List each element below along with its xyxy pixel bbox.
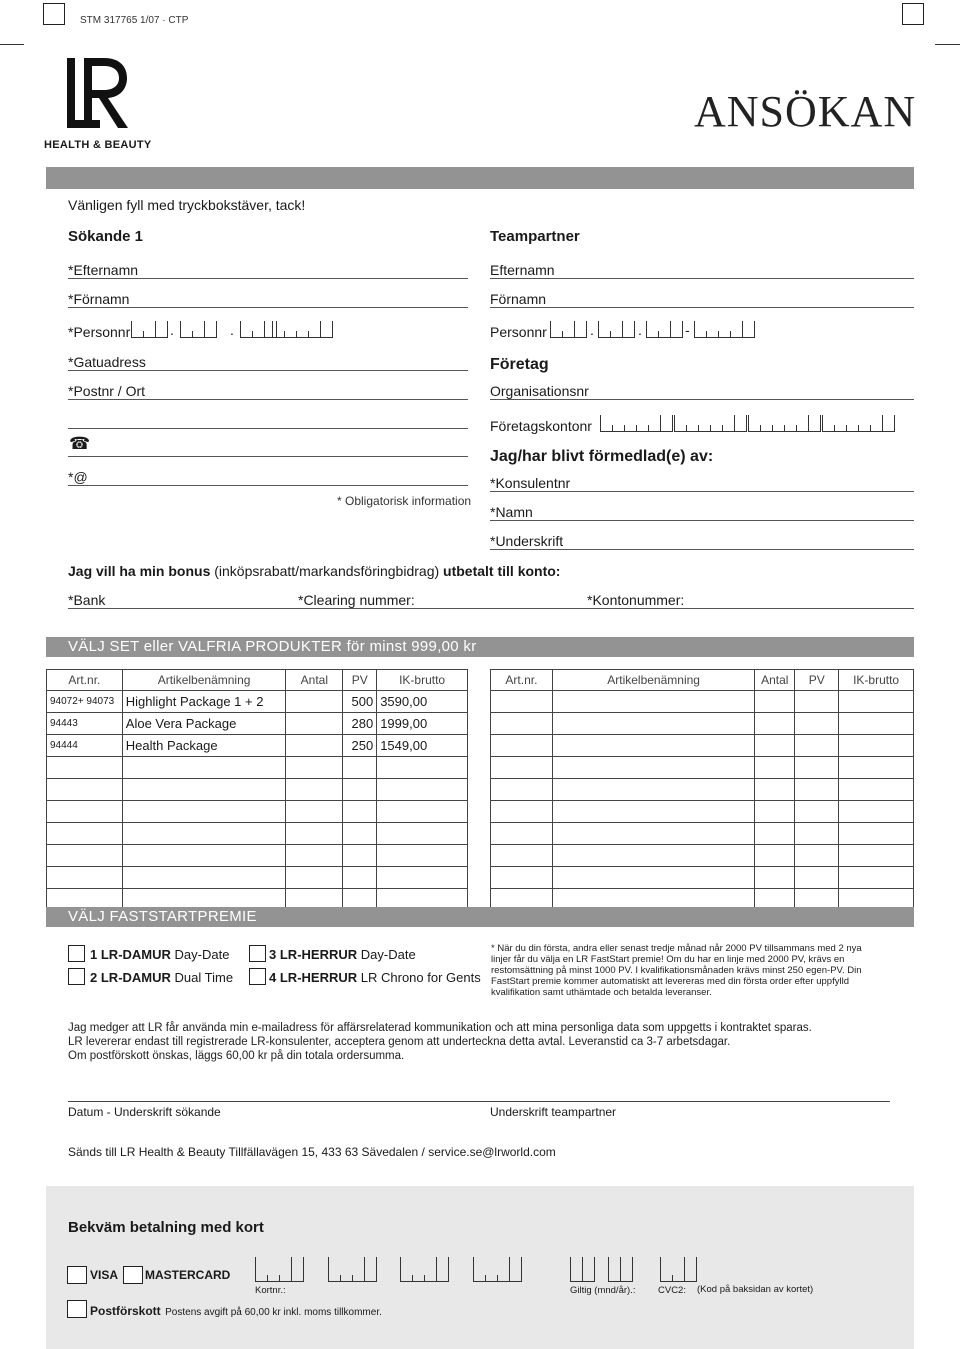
card-valid-label: Giltig (mnd/år).: <box>570 1285 636 1296</box>
faststart-checkbox-2[interactable] <box>68 968 85 985</box>
empty-row[interactable] <box>47 845 468 867</box>
empty-row[interactable] <box>47 779 468 801</box>
applicant-personnr-month[interactable] <box>180 318 217 338</box>
crop-mark-top-left <box>43 3 65 25</box>
applicant-postal-label: *Postnr / Ort <box>68 383 146 399</box>
partner-last-name-label: Efternamn <box>490 262 555 278</box>
payment-heading: Bekväm betalning med kort <box>68 1219 264 1236</box>
company-account-group-3[interactable] <box>748 412 821 432</box>
empty-row[interactable] <box>491 735 914 757</box>
faststart-option-2 <box>90 970 233 985</box>
row-pv: 500 <box>343 691 377 713</box>
applicant-postal-field[interactable] <box>68 383 468 400</box>
col-header-pv: PV <box>795 670 839 691</box>
partner-personnr-dot-1: . <box>590 322 594 338</box>
partner-personnr-dash: - <box>685 322 690 338</box>
partner-last-name-field[interactable] <box>490 262 914 279</box>
bonus-lead: Jag vill ha min bonus <box>68 563 211 579</box>
applicant-street-field[interactable] <box>68 354 468 371</box>
option-rest: LR Chrono for Gents <box>360 970 481 985</box>
row-name: Health Package <box>122 735 286 757</box>
applicant-phone-field[interactable] <box>68 440 468 457</box>
partner-personnr-year[interactable] <box>550 318 587 338</box>
footnote-line: restomsättning på minst 1000 PV. I kvalifikationsmånaden krävs minst 250 egen-PV. Din <box>491 965 862 976</box>
referrer-signature-field[interactable] <box>490 533 914 550</box>
page-title: ANSÖKAN <box>694 87 917 136</box>
applicant-first-name-label: *Förnamn <box>68 291 130 307</box>
option-bold: LR-HERRUR <box>279 947 358 962</box>
applicant-first-name-field[interactable] <box>68 291 468 308</box>
row-art: 94443 <box>47 713 123 735</box>
option-num: 3 <box>269 947 277 962</box>
consent-line: LR levererar endast till registrerade LR-konsulenter, acceptera genom att underteckna detta avtal. Leveranstid ca 3-7 arbetsdagar. <box>68 1036 731 1048</box>
cod-rest: Postens avgift på 60,00 kr inkl. moms tillkommer. <box>165 1307 382 1318</box>
card-cvc[interactable] <box>660 1254 697 1282</box>
mastercard-label: MASTERCARD <box>145 1268 231 1282</box>
option-num: 4 <box>269 970 277 985</box>
faststart-option-4 <box>269 970 481 985</box>
referrer-consultant-label: *Konsulentnr <box>490 475 571 491</box>
applicant-last-name-field[interactable] <box>68 262 468 279</box>
card-number-group-1[interactable] <box>255 1254 304 1282</box>
row-qty[interactable] <box>286 735 343 757</box>
company-account-group-2[interactable] <box>674 412 747 432</box>
company-org-field[interactable] <box>490 383 914 400</box>
visa-checkbox[interactable] <box>67 1266 87 1284</box>
card-cvc-hint: (Kod på baksidan av kortet) <box>697 1284 814 1295</box>
applicant-heading: Sökande 1 <box>68 228 144 245</box>
row-art: 94444 <box>47 735 123 757</box>
cod-checkbox[interactable] <box>67 1300 87 1318</box>
empty-row[interactable] <box>47 823 468 845</box>
table-row <box>47 735 468 757</box>
consent-text <box>68 1021 812 1063</box>
faststart-title: VÄLJ FASTSTARTPREMIE <box>46 907 914 927</box>
option-rest: Day-Date <box>360 947 416 962</box>
applicant-personnr-dot-2: . <box>230 322 234 338</box>
empty-row[interactable] <box>491 757 914 779</box>
empty-row[interactable] <box>491 845 914 867</box>
brand-subtitle: HEALTH & BEAUTY <box>44 139 152 151</box>
table-row <box>47 713 468 735</box>
card-number-group-3[interactable] <box>400 1254 449 1282</box>
row-price: 3590,00 <box>377 691 468 713</box>
signature-partner-label: Underskrift teampartner <box>490 1105 617 1119</box>
col-header-price: IK-brutto <box>377 670 468 691</box>
applicant-personnr-dot-1: . <box>170 322 174 338</box>
row-qty[interactable] <box>286 713 343 735</box>
empty-row[interactable] <box>491 823 914 845</box>
table-header-row <box>491 670 914 691</box>
bank-label: *Bank <box>68 592 106 608</box>
crop-line-left <box>0 44 24 45</box>
card-number-group-2[interactable] <box>328 1254 377 1282</box>
empty-row[interactable] <box>491 691 914 713</box>
footnote-line: linjer får du välja en LR FastStart premie! Om du har en linje med 2000 PV, krävs en <box>491 954 845 965</box>
faststart-option-1 <box>90 947 229 962</box>
option-bold: LR-HERRUR <box>279 970 358 985</box>
applicant-street-label: *Gatuadress <box>68 354 146 370</box>
row-qty[interactable] <box>286 691 343 713</box>
products-title: VÄLJ SET eller VALFRIA PRODUKTER för minst 999,00 kr <box>46 637 914 657</box>
mastercard-checkbox[interactable] <box>123 1266 143 1284</box>
account-number-label: *Kontonummer: <box>587 592 685 608</box>
doc-code: STM 317765 1/07 · CTP <box>80 15 189 26</box>
col-header-qty: Antal <box>286 670 343 691</box>
cod-text <box>90 1302 382 1320</box>
col-header-price: IK-brutto <box>839 670 914 691</box>
company-account-label: Företagskontonr <box>490 418 592 434</box>
partner-first-name-field[interactable] <box>490 291 914 308</box>
col-header-name: Artikelbenämning <box>122 670 286 691</box>
option-num: 1 <box>90 947 98 962</box>
cod-bold: Postförskott <box>90 1304 161 1318</box>
partner-first-name-label: Förnamn <box>490 291 547 307</box>
faststart-footnote <box>491 943 911 998</box>
referrer-name-field[interactable] <box>490 504 914 521</box>
referrer-consultant-field[interactable] <box>490 475 914 492</box>
option-num: 2 <box>90 970 98 985</box>
partner-heading: Teampartner <box>490 228 580 245</box>
row-pv: 250 <box>343 735 377 757</box>
empty-row[interactable] <box>491 867 914 889</box>
applicant-personnr-suffix[interactable] <box>272 318 333 338</box>
crop-mark-top-right <box>902 3 924 25</box>
empty-row[interactable] <box>491 801 914 823</box>
footnote-line: kvalifikation samt uthämtade och betalda leveranser. <box>491 987 712 998</box>
faststart-option-3 <box>269 947 416 962</box>
clearing-label: *Clearing nummer: <box>298 592 415 608</box>
empty-row[interactable] <box>491 779 914 801</box>
applicant-email-field[interactable] <box>68 469 468 486</box>
empty-row[interactable] <box>47 867 468 889</box>
applicant-last-name-label: *Efternamn <box>68 262 139 278</box>
send-to-address: Sänds till LR Health & Beauty Tillfällavägen 15, 433 63 Sävedalen / service.se@lrworld.com <box>68 1145 556 1159</box>
company-account-group-4[interactable] <box>822 412 895 432</box>
row-pv: 280 <box>343 713 377 735</box>
card-cvc-label: CVC2: <box>658 1285 686 1296</box>
signature-line[interactable] <box>68 1101 890 1102</box>
footnote-line: FastStart premie kommer automatiskt att levereras med din första order efter uppfylld <box>491 976 849 987</box>
empty-row[interactable] <box>491 713 914 735</box>
consent-line: Jag medger att LR får använda min e-mailadress för affärsrelaterad kommunikation och att mina personliga data som uppgetts i kontraktet sparas. <box>68 1022 812 1034</box>
bonus-statement <box>68 563 560 579</box>
products-table-left <box>46 669 468 911</box>
bonus-tail: utbetalt till konto: <box>443 563 561 579</box>
col-header-qty: Antal <box>755 670 795 691</box>
footnote-line: * När du din första, andra eller senast tredje månad når 2000 PV tillsammans med 2 nya <box>491 943 862 954</box>
faststart-checkbox-1[interactable] <box>68 945 85 962</box>
row-name: Highlight Package 1 + 2 <box>122 691 286 713</box>
applicant-email-label: *@ <box>68 469 88 485</box>
card-number-group-4[interactable] <box>473 1254 522 1282</box>
applicant-blank-line[interactable] <box>68 428 468 429</box>
col-header-art: Art.nr. <box>491 670 553 691</box>
visa-label: VISA <box>90 1268 119 1282</box>
bonus-paren: (inköpsrabatt/markandsföringbidrag) <box>214 563 440 579</box>
option-rest: Dual Time <box>174 970 234 985</box>
crop-line-right <box>935 44 960 45</box>
partner-personnr-day[interactable] <box>646 318 683 338</box>
row-price: 1999,00 <box>377 713 468 735</box>
applicant-personnr-year[interactable] <box>131 318 168 338</box>
partner-personnr-month[interactable] <box>598 318 635 338</box>
faststart-checkbox-3[interactable] <box>249 945 266 962</box>
faststart-checkbox-4[interactable] <box>249 968 266 985</box>
card-valid-month[interactable] <box>570 1254 595 1282</box>
company-account-group-1[interactable] <box>600 412 673 432</box>
required-note: * Obligatorisk information <box>337 494 472 508</box>
row-name: Aloe Vera Package <box>122 713 286 735</box>
company-heading: Företag <box>490 356 549 373</box>
row-art: 94072+ 94073 <box>47 691 123 713</box>
option-bold: LR-DAMUR <box>100 970 171 985</box>
referrer-heading: Jag/har blivt förmedlad(e) av: <box>490 448 714 465</box>
option-rest: Day-Date <box>174 947 230 962</box>
lr-logo <box>64 58 130 128</box>
referrer-name-label: *Namn <box>490 504 533 520</box>
company-org-label: Organisationsnr <box>490 383 589 399</box>
header-bar <box>46 167 914 189</box>
partner-personnr-label: Personnr <box>490 324 547 340</box>
table-header-row <box>47 670 468 691</box>
empty-row[interactable] <box>47 757 468 779</box>
col-header-name: Artikelbenämning <box>552 670 754 691</box>
products-table-right <box>490 669 914 911</box>
card-number-label: Kortnr.: <box>255 1285 286 1296</box>
partner-personnr-suffix[interactable] <box>694 318 755 338</box>
row-price: 1549,00 <box>377 735 468 757</box>
bank-account-field[interactable] <box>68 592 914 609</box>
col-header-art: Art.nr. <box>47 670 123 691</box>
consent-line: Om postförskott önskas, läggs 60,00 kr på din totala ordersumma. <box>68 1050 405 1062</box>
signature-applicant-label: Datum - Underskrift sökande <box>68 1105 221 1119</box>
instruction: Vänligen fyll med tryckbokstäver, tack! <box>68 197 306 213</box>
table-row <box>47 691 468 713</box>
applicant-personnr-label: *Personnr <box>68 324 131 340</box>
telephone-icon: ☎ <box>69 434 91 453</box>
col-header-pv: PV <box>343 670 377 691</box>
option-bold: LR-DAMUR <box>100 947 171 962</box>
partner-personnr-dot-2: . <box>638 322 642 338</box>
referrer-signature-label: *Underskrift <box>490 533 564 549</box>
card-valid-year[interactable] <box>608 1254 633 1282</box>
empty-row[interactable] <box>47 801 468 823</box>
